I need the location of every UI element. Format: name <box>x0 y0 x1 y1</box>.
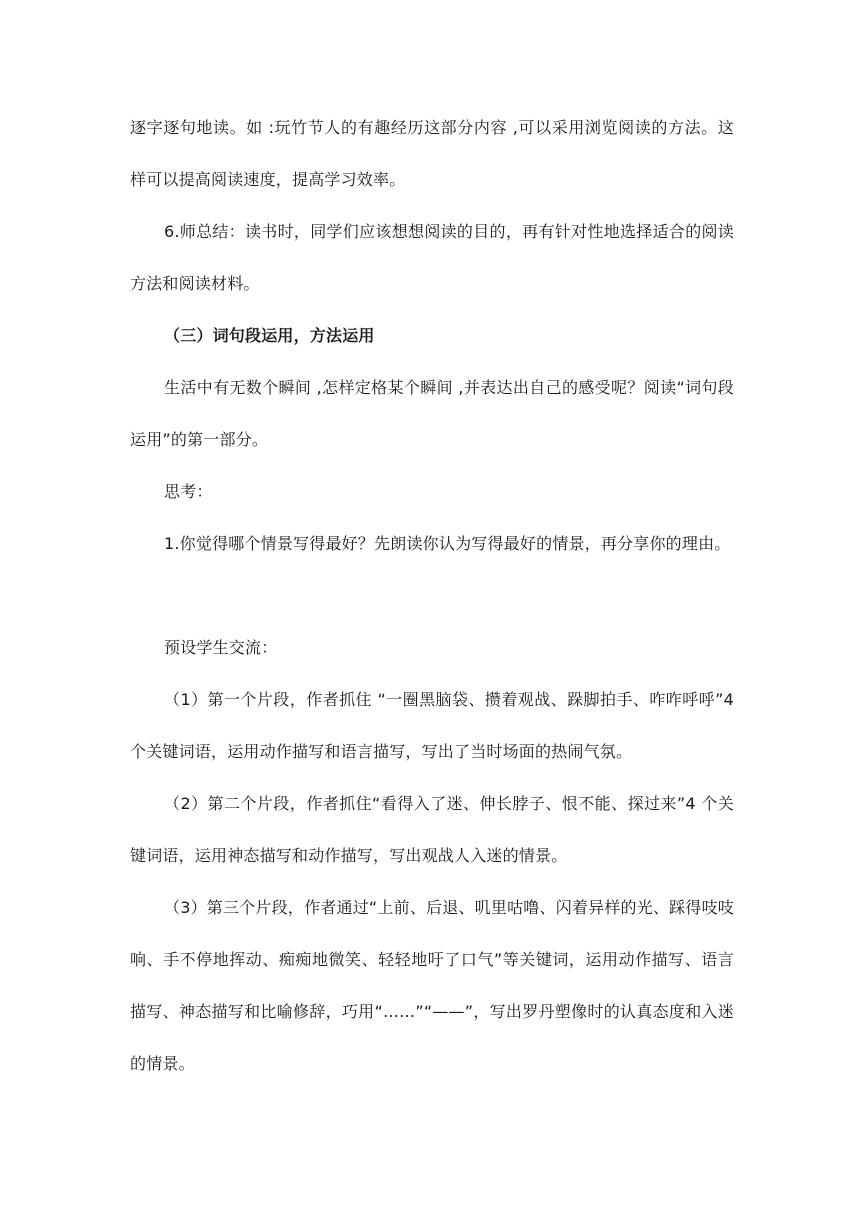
paragraph-excerpt-1: （1）第一个片段，作者抓住 “一圈黑脑袋、攒着观战、跺脚拍手、咋咋呼呼”4 个关键词语，运用动作描写和语言描写，写出了当时场面的热闹气氛。 <box>130 690 740 761</box>
paragraph-think-label: 思考： <box>164 482 213 501</box>
paragraph-question-1: 1.你觉得哪个情景写得最好？先朗读你认为写得最好的情景，再分享你的理由。 <box>164 534 731 553</box>
paragraph-reading-methods-continued: 逐字逐句地读。如 :玩竹节人的有趣经历这部分内容 ,可以采用浏览阅读的方法。这样可以提高阅读速度，提高学习效率。 <box>130 118 734 189</box>
paragraph-moment-question: 生活中有无数个瞬间 ,怎样定格某个瞬间 ,并表达出自己的感受呢？阅读“词句段运用”的第一部分。 <box>130 378 734 449</box>
paragraph-excerpt-3: （3）第三个片段，作者通过“上前、后退、叽里咕噜、闪着异样的光、踩得吱吱响、手不停地挥动、痴痴地微笑、轻轻地吁了口气”等关键词，运用动作描写、语言描写、神态描写和比喻修辞，巧用“……”“——”，写出罗丹塑像时的认真态度和入迷的情景。 <box>130 898 734 1073</box>
paragraph-excerpt-2: （2）第二个片段，作者抓住“看得入了迷、伸长脖子、恨不能、探过来”4 个关键词语，运用神态描写和动作描写，写出观战人入迷的情景。 <box>130 794 734 865</box>
paragraph-preset-exchange-label: 预设学生交流： <box>164 638 278 657</box>
paragraph-teacher-summary: 6.师总结：读书时，同学们应该想想阅读的目的，再有针对性地选择适合的阅读方法和阅读材料。 <box>130 222 734 293</box>
section-heading-word-sentence-use: （三）词句段运用，方法运用 <box>164 326 375 345</box>
